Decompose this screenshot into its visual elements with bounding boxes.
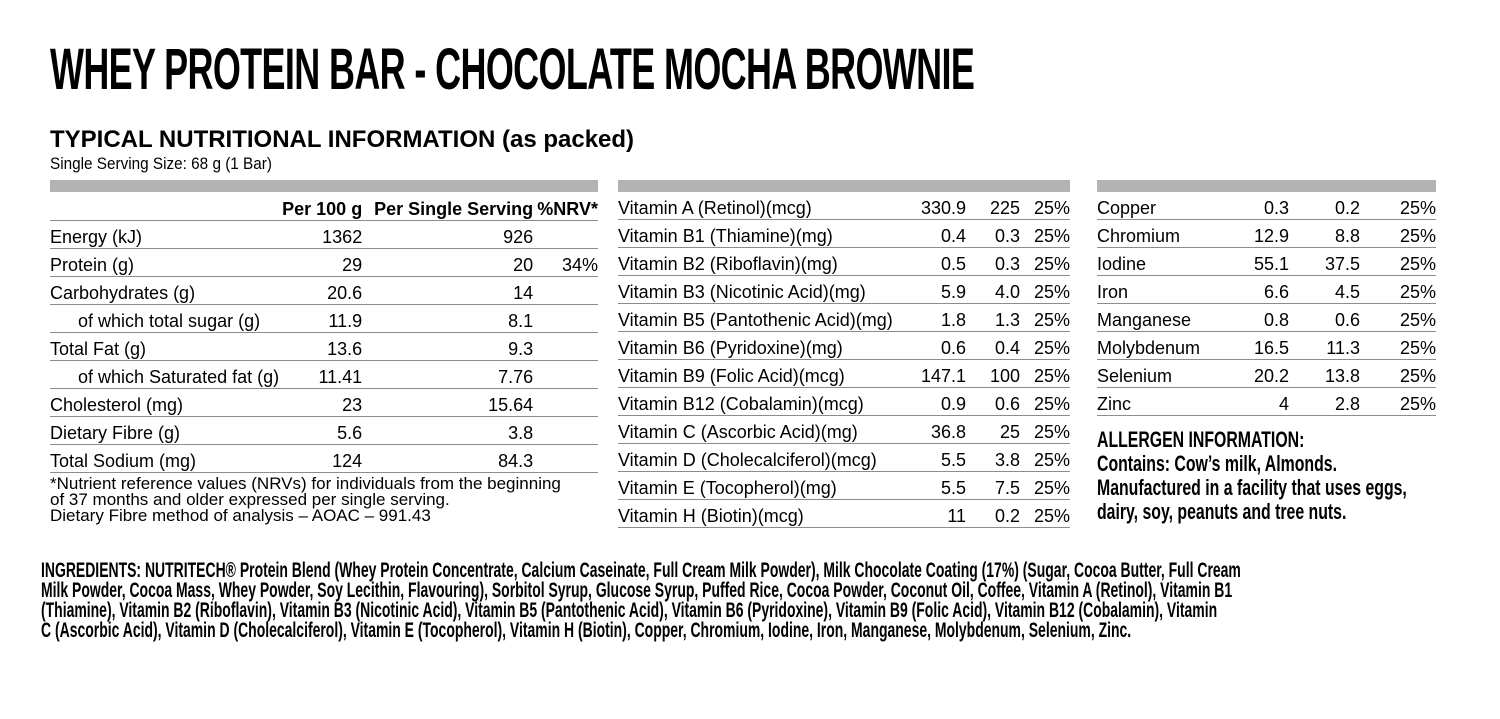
nutrient-name: Total Fat (g) (50, 333, 282, 361)
vitamin-name: Vitamin B2 (Riboflavin)(mg) (618, 248, 900, 276)
mineral-name: Selenium (1097, 360, 1239, 388)
value-serving: 0.6 (1289, 304, 1360, 332)
table-row (50, 445, 598, 473)
footnote-line: *Nutrient reference values (NRVs) for individuals from the beginning (50, 474, 561, 493)
allergen-line-text: dairy, soy, peanuts and tree nuts. (1097, 499, 1347, 524)
value-serving: 20 (362, 249, 533, 277)
panel-header-bar (1097, 180, 1436, 192)
table-row (618, 192, 1070, 220)
value-serving: 9.3 (362, 333, 533, 361)
allergen-line (1097, 452, 1477, 476)
mineral-name: Molybdenum (1097, 332, 1239, 360)
value-serving: 0.3 (966, 220, 1020, 248)
value-per100: 55.1 (1239, 248, 1289, 276)
value-per100: 29 (282, 249, 362, 277)
value-per100: 16.5 (1239, 332, 1289, 360)
main-nutrition-panel (50, 180, 598, 473)
value-nrv: 25% (1020, 472, 1070, 500)
vitamin-name: Vitamin H (Biotin)(mcg) (618, 500, 900, 528)
value-nrv (533, 277, 598, 305)
value-serving: 7.5 (966, 472, 1020, 500)
ingredients-list (41, 561, 1446, 641)
value-per100: 20.6 (282, 277, 362, 305)
table-row (50, 249, 598, 277)
ingredients-line-text: INGREDIENTS: NUTRITECH® Protein Blend (Whey Protein Concentrate, Calcium Caseinate, Full Cream Milk Powder), Milk Chocolate Coating (17%) (Sugar, Cocoa Butter, Full Cream (41, 559, 1241, 582)
ingredients-line (41, 581, 1446, 601)
value-serving: 4.5 (1289, 276, 1360, 304)
value-per100: 147.1 (900, 360, 966, 388)
table-row (618, 360, 1070, 388)
value-serving: 4.0 (966, 276, 1020, 304)
mineral-name: Zinc (1097, 388, 1239, 416)
table-row (50, 305, 598, 333)
value-nrv: 25% (1020, 248, 1070, 276)
value-nrv: 25% (1020, 388, 1070, 416)
value-nrv (533, 221, 598, 249)
value-nrv: 25% (1360, 332, 1436, 360)
value-per100: 12.9 (1239, 220, 1289, 248)
nutrient-name: of which Saturated fat (g) (50, 361, 282, 389)
value-per100: 1362 (282, 221, 362, 249)
table-row (1097, 304, 1436, 332)
table-row (618, 388, 1070, 416)
allergen-line (1097, 500, 1477, 524)
value-serving: 8.8 (1289, 220, 1360, 248)
value-per100: 6.6 (1239, 276, 1289, 304)
value-serving: 1.3 (966, 304, 1020, 332)
value-nrv: 25% (1020, 444, 1070, 472)
value-per100: 0.8 (1239, 304, 1289, 332)
nutrient-name: of which total sugar (g) (50, 305, 282, 333)
table-row (618, 416, 1070, 444)
table-row (618, 500, 1070, 528)
value-nrv (533, 417, 598, 445)
table-row (50, 389, 598, 417)
value-serving: 25 (966, 416, 1020, 444)
value-nrv: 25% (1020, 192, 1070, 220)
value-per100: 5.6 (282, 417, 362, 445)
value-nrv: 25% (1360, 220, 1436, 248)
value-serving: 84.3 (362, 445, 533, 473)
value-per100: 20.2 (1239, 360, 1289, 388)
table-row (618, 332, 1070, 360)
value-per100: 124 (282, 445, 362, 473)
table-row (618, 444, 1070, 472)
nutrient-name: Total Sodium (mg) (50, 445, 282, 473)
ingredients-line-text: Milk Powder, Cocoa Mass, Whey Powder, Soy Lecithin, Flavouring), Sorbitol Syrup, Glucose Syrup, Puffed Rice, Cocoa Powder, Coconut Oil, Coffee, Vitamin A (Retinol), Vitamin B1 (41, 579, 1233, 602)
value-per100: 23 (282, 389, 362, 417)
value-serving: 3.8 (966, 444, 1020, 472)
table-row (1097, 332, 1436, 360)
value-per100: 36.8 (900, 416, 966, 444)
panel-header-bar (618, 180, 1070, 192)
value-serving: 0.6 (966, 388, 1020, 416)
ingredients-line (41, 621, 1446, 641)
value-per100: 330.9 (900, 192, 966, 220)
value-serving: 14 (362, 277, 533, 305)
value-serving: 3.8 (362, 417, 533, 445)
table-header-row (50, 192, 598, 221)
vitamin-name: Vitamin B12 (Cobalamin)(mcg) (618, 388, 900, 416)
vitamins-table (618, 192, 1070, 528)
value-per100: 5.5 (900, 444, 966, 472)
ingredients-line (41, 601, 1446, 621)
value-per100: 11 (900, 500, 966, 528)
minerals-panel (1097, 180, 1436, 416)
column-header (50, 192, 282, 221)
allergen-heading (1097, 428, 1477, 452)
value-nrv: 25% (1020, 304, 1070, 332)
value-serving: 2.8 (1289, 388, 1360, 416)
value-per100: 4 (1239, 388, 1289, 416)
value-per100: 5.5 (900, 472, 966, 500)
value-nrv: 25% (1020, 416, 1070, 444)
table-row (618, 276, 1070, 304)
value-nrv: 34% (533, 249, 598, 277)
table-row (50, 417, 598, 445)
table-row (1097, 388, 1436, 416)
value-per100: 5.9 (900, 276, 966, 304)
table-row (618, 304, 1070, 332)
value-serving: 926 (362, 221, 533, 249)
value-nrv: 25% (1360, 304, 1436, 332)
nrv-footnote (50, 476, 620, 524)
table-row (50, 277, 598, 305)
nutrition-heading: TYPICAL NUTRITIONAL INFORMATION (as packed) (50, 126, 635, 153)
value-nrv: 25% (1020, 500, 1070, 528)
vitamins-panel (618, 180, 1070, 528)
vitamin-name: Vitamin B1 (Thiamine)(mg) (618, 220, 900, 248)
value-nrv (533, 333, 598, 361)
value-serving: 0.4 (966, 332, 1020, 360)
value-per100: 0.3 (1239, 192, 1289, 220)
value-nrv: 25% (1020, 220, 1070, 248)
ingredients-line (41, 561, 1446, 581)
value-per100: 13.6 (282, 333, 362, 361)
value-serving: 7.76 (362, 361, 533, 389)
serving-size: Single Serving Size: 68 g (1 Bar) (50, 154, 272, 173)
value-nrv (533, 389, 598, 417)
footnote-line: of 37 months and older expressed per single serving. (50, 490, 450, 509)
footnote-line: Dietary Fibre method of analysis – AOAC – 991.43 (50, 506, 431, 525)
value-per100: 0.6 (900, 332, 966, 360)
allergen-line-text: Manufactured in a facility that uses eggs, (1097, 475, 1407, 500)
value-serving: 100 (966, 360, 1020, 388)
vitamin-name: Vitamin B6 (Pyridoxine)(mg) (618, 332, 900, 360)
product-title: WHEY PROTEIN BAR - CHOCOLATE MOCHA BROWNIE (50, 37, 975, 102)
table-row (618, 220, 1070, 248)
value-nrv: 25% (1360, 192, 1436, 220)
value-serving: 0.3 (966, 248, 1020, 276)
vitamin-name: Vitamin E (Tocopherol)(mg) (618, 472, 900, 500)
allergen-line-text: Contains: Cow’s milk, Almonds. (1097, 451, 1337, 476)
vitamin-name: Vitamin B5 (Pantothenic Acid)(mg) (618, 304, 900, 332)
table-row (618, 248, 1070, 276)
value-serving: 0.2 (966, 500, 1020, 528)
value-nrv: 25% (1020, 276, 1070, 304)
value-serving: 225 (966, 192, 1020, 220)
value-per100: 11.9 (282, 305, 362, 333)
mineral-name: Iron (1097, 276, 1239, 304)
nutrient-name: Carbohydrates (g) (50, 277, 282, 305)
value-nrv: 25% (1360, 360, 1436, 388)
mineral-name: Chromium (1097, 220, 1239, 248)
value-serving: 0.2 (1289, 192, 1360, 220)
value-nrv: 25% (1360, 276, 1436, 304)
table-row (618, 472, 1070, 500)
value-per100: 11.41 (282, 361, 362, 389)
table-row (1097, 192, 1436, 220)
table-row (50, 333, 598, 361)
value-per100: 0.4 (900, 220, 966, 248)
panel-header-bar (50, 180, 598, 192)
vitamin-name: Vitamin A (Retinol)(mcg) (618, 192, 900, 220)
nutrient-name: Energy (kJ) (50, 221, 282, 249)
vitamin-name: Vitamin D (Cholecalciferol)(mcg) (618, 444, 900, 472)
value-serving: 37.5 (1289, 248, 1360, 276)
nutrient-name: Cholesterol (mg) (50, 389, 282, 417)
vitamin-name: Vitamin B3 (Nicotinic Acid)(mg) (618, 276, 900, 304)
mineral-name: Iodine (1097, 248, 1239, 276)
value-per100: 1.8 (900, 304, 966, 332)
mineral-name: Manganese (1097, 304, 1239, 332)
table-row (1097, 360, 1436, 388)
value-serving: 11.3 (1289, 332, 1360, 360)
allergen-heading-text: ALLERGEN INFORMATION: (1097, 427, 1305, 452)
table-row (50, 221, 598, 249)
column-header-nrv: %NRV* (533, 192, 598, 221)
column-header-per100: Per 100 g (282, 192, 362, 221)
allergen-line (1097, 476, 1477, 500)
value-nrv (533, 445, 598, 473)
ingredients-line-text: (Thiamine), Vitamin B2 (Riboflavin), Vitamin B3 (Nicotinic Acid), Vitamin B5 (Pantothenic Acid), Vitamin B6 (Pyridoxine), Vitamin B9 (Folic Acid), Vitamin B12 (Cobalamin), Vitamin (41, 599, 1218, 622)
mineral-name: Copper (1097, 192, 1239, 220)
value-serving: 15.64 (362, 389, 533, 417)
value-per100: 0.9 (900, 388, 966, 416)
column-header-serving: Per Single Serving (362, 192, 533, 221)
nutrient-name: Dietary Fibre (g) (50, 417, 282, 445)
value-per100: 0.5 (900, 248, 966, 276)
allergen-information (1097, 428, 1477, 524)
value-nrv: 25% (1020, 360, 1070, 388)
main-nutrition-table (50, 192, 598, 473)
vitamin-name: Vitamin C (Ascorbic Acid)(mg) (618, 416, 900, 444)
table-row (50, 361, 598, 389)
table-row (1097, 248, 1436, 276)
table-row (1097, 220, 1436, 248)
nutrient-name: Protein (g) (50, 249, 282, 277)
value-serving: 13.8 (1289, 360, 1360, 388)
value-nrv (533, 305, 598, 333)
minerals-table (1097, 192, 1436, 416)
value-nrv: 25% (1360, 388, 1436, 416)
ingredients-line-text: C (Ascorbic Acid), Vitamin D (Cholecalciferol), Vitamin E (Tocopherol), Vitamin H (Biotin), Copper, Chromium, Iodine, Iron, Manganese, Molybdenum, Selenium, Zinc. (41, 619, 1132, 642)
vitamin-name: Vitamin B9 (Folic Acid)(mcg) (618, 360, 900, 388)
value-nrv: 25% (1360, 248, 1436, 276)
value-serving: 8.1 (362, 305, 533, 333)
value-nrv: 25% (1020, 332, 1070, 360)
table-row (1097, 276, 1436, 304)
value-nrv (533, 361, 598, 389)
